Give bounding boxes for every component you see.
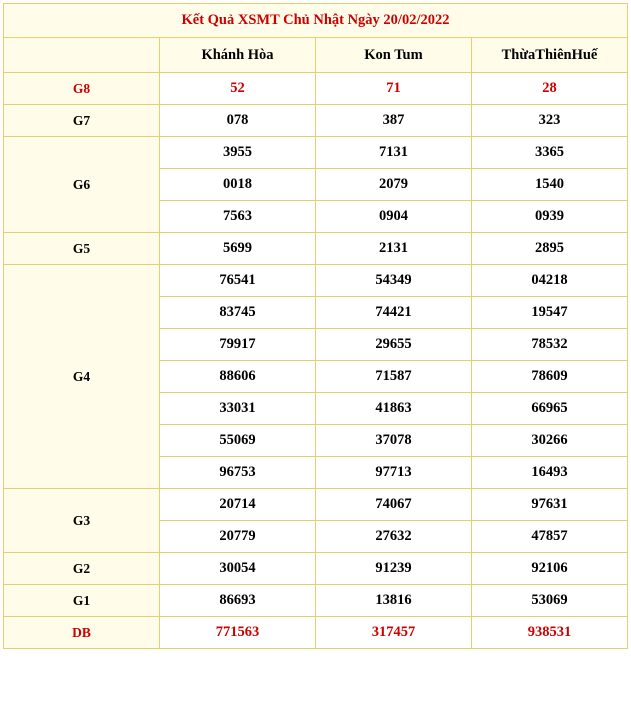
prize-value: 91239: [316, 553, 472, 585]
table-row: [4, 233, 628, 265]
table-row: [4, 585, 628, 617]
prize-label-g6: G6: [4, 137, 160, 233]
prize-value: 88606: [160, 361, 316, 393]
prize-label-g2: G2: [4, 553, 160, 585]
table-row: [4, 137, 628, 169]
prize-label-db: DB: [4, 617, 160, 649]
prize-label-g4: G4: [4, 265, 160, 489]
page-title: Kết Quả XSMT Chủ Nhật Ngày 20/02/2022: [4, 4, 628, 38]
prize-value: 3365: [472, 137, 628, 169]
prize-value: 97631: [472, 489, 628, 521]
prize-value: 30266: [472, 425, 628, 457]
prize-value: 7131: [316, 137, 472, 169]
prize-value: 20779: [160, 521, 316, 553]
prize-label-g5: G5: [4, 233, 160, 265]
lottery-result-panel: [0, 3, 631, 649]
prize-label-g7: G7: [4, 105, 160, 137]
prize-value: 47857: [472, 521, 628, 553]
prize-value: 52: [160, 73, 316, 105]
prize-value: 04218: [472, 265, 628, 297]
prize-value: 28: [472, 73, 628, 105]
prize-value: 97713: [316, 457, 472, 489]
prize-value: 317457: [316, 617, 472, 649]
prize-value: 0904: [316, 201, 472, 233]
prize-value: 30054: [160, 553, 316, 585]
prize-value: 33031: [160, 393, 316, 425]
prize-value: 5699: [160, 233, 316, 265]
prize-value: 323: [472, 105, 628, 137]
prize-value: 29655: [316, 329, 472, 361]
prize-value: 76541: [160, 265, 316, 297]
prize-value: 20714: [160, 489, 316, 521]
prize-label-g8: G8: [4, 73, 160, 105]
prize-value: 41863: [316, 393, 472, 425]
header-cell-kon-tum: Kon Tum: [316, 38, 472, 73]
table-row: [4, 617, 628, 649]
table-row: [4, 105, 628, 137]
prize-value: 92106: [472, 553, 628, 585]
prize-value: 7563: [160, 201, 316, 233]
prize-label-g1: G1: [4, 585, 160, 617]
header-cell-khanh-hoa: Khánh Hòa: [160, 38, 316, 73]
prize-value: 74421: [316, 297, 472, 329]
prize-value: 13816: [316, 585, 472, 617]
prize-value: 938531: [472, 617, 628, 649]
lottery-results-table: [3, 3, 628, 649]
prize-label-g3: G3: [4, 489, 160, 553]
table-body: [4, 4, 628, 649]
prize-value: 387: [316, 105, 472, 137]
prize-value: 2131: [316, 233, 472, 265]
prize-value: 71: [316, 73, 472, 105]
prize-value: 37078: [316, 425, 472, 457]
prize-value: 78609: [472, 361, 628, 393]
prize-value: 71587: [316, 361, 472, 393]
prize-value: 2895: [472, 233, 628, 265]
table-row: [4, 265, 628, 297]
prize-value: 74067: [316, 489, 472, 521]
prize-value: 96753: [160, 457, 316, 489]
table-row: [4, 489, 628, 521]
table-title-row: [4, 4, 628, 38]
prize-value: 771563: [160, 617, 316, 649]
prize-value: 79917: [160, 329, 316, 361]
table-row: [4, 553, 628, 585]
prize-value: 078: [160, 105, 316, 137]
prize-value: 55069: [160, 425, 316, 457]
header-cell-empty: [4, 38, 160, 73]
header-cell-thua-thien-hue: ThừaThiênHuế: [472, 38, 628, 73]
prize-value: 66965: [472, 393, 628, 425]
prize-value: 78532: [472, 329, 628, 361]
prize-value: 27632: [316, 521, 472, 553]
prize-value: 19547: [472, 297, 628, 329]
prize-value: 3955: [160, 137, 316, 169]
prize-value: 54349: [316, 265, 472, 297]
prize-value: 83745: [160, 297, 316, 329]
prize-value: 0018: [160, 169, 316, 201]
prize-value: 2079: [316, 169, 472, 201]
table-header-row: [4, 38, 628, 73]
prize-value: 86693: [160, 585, 316, 617]
prize-value: 1540: [472, 169, 628, 201]
prize-value: 0939: [472, 201, 628, 233]
table-row: [4, 73, 628, 105]
prize-value: 53069: [472, 585, 628, 617]
prize-value: 16493: [472, 457, 628, 489]
